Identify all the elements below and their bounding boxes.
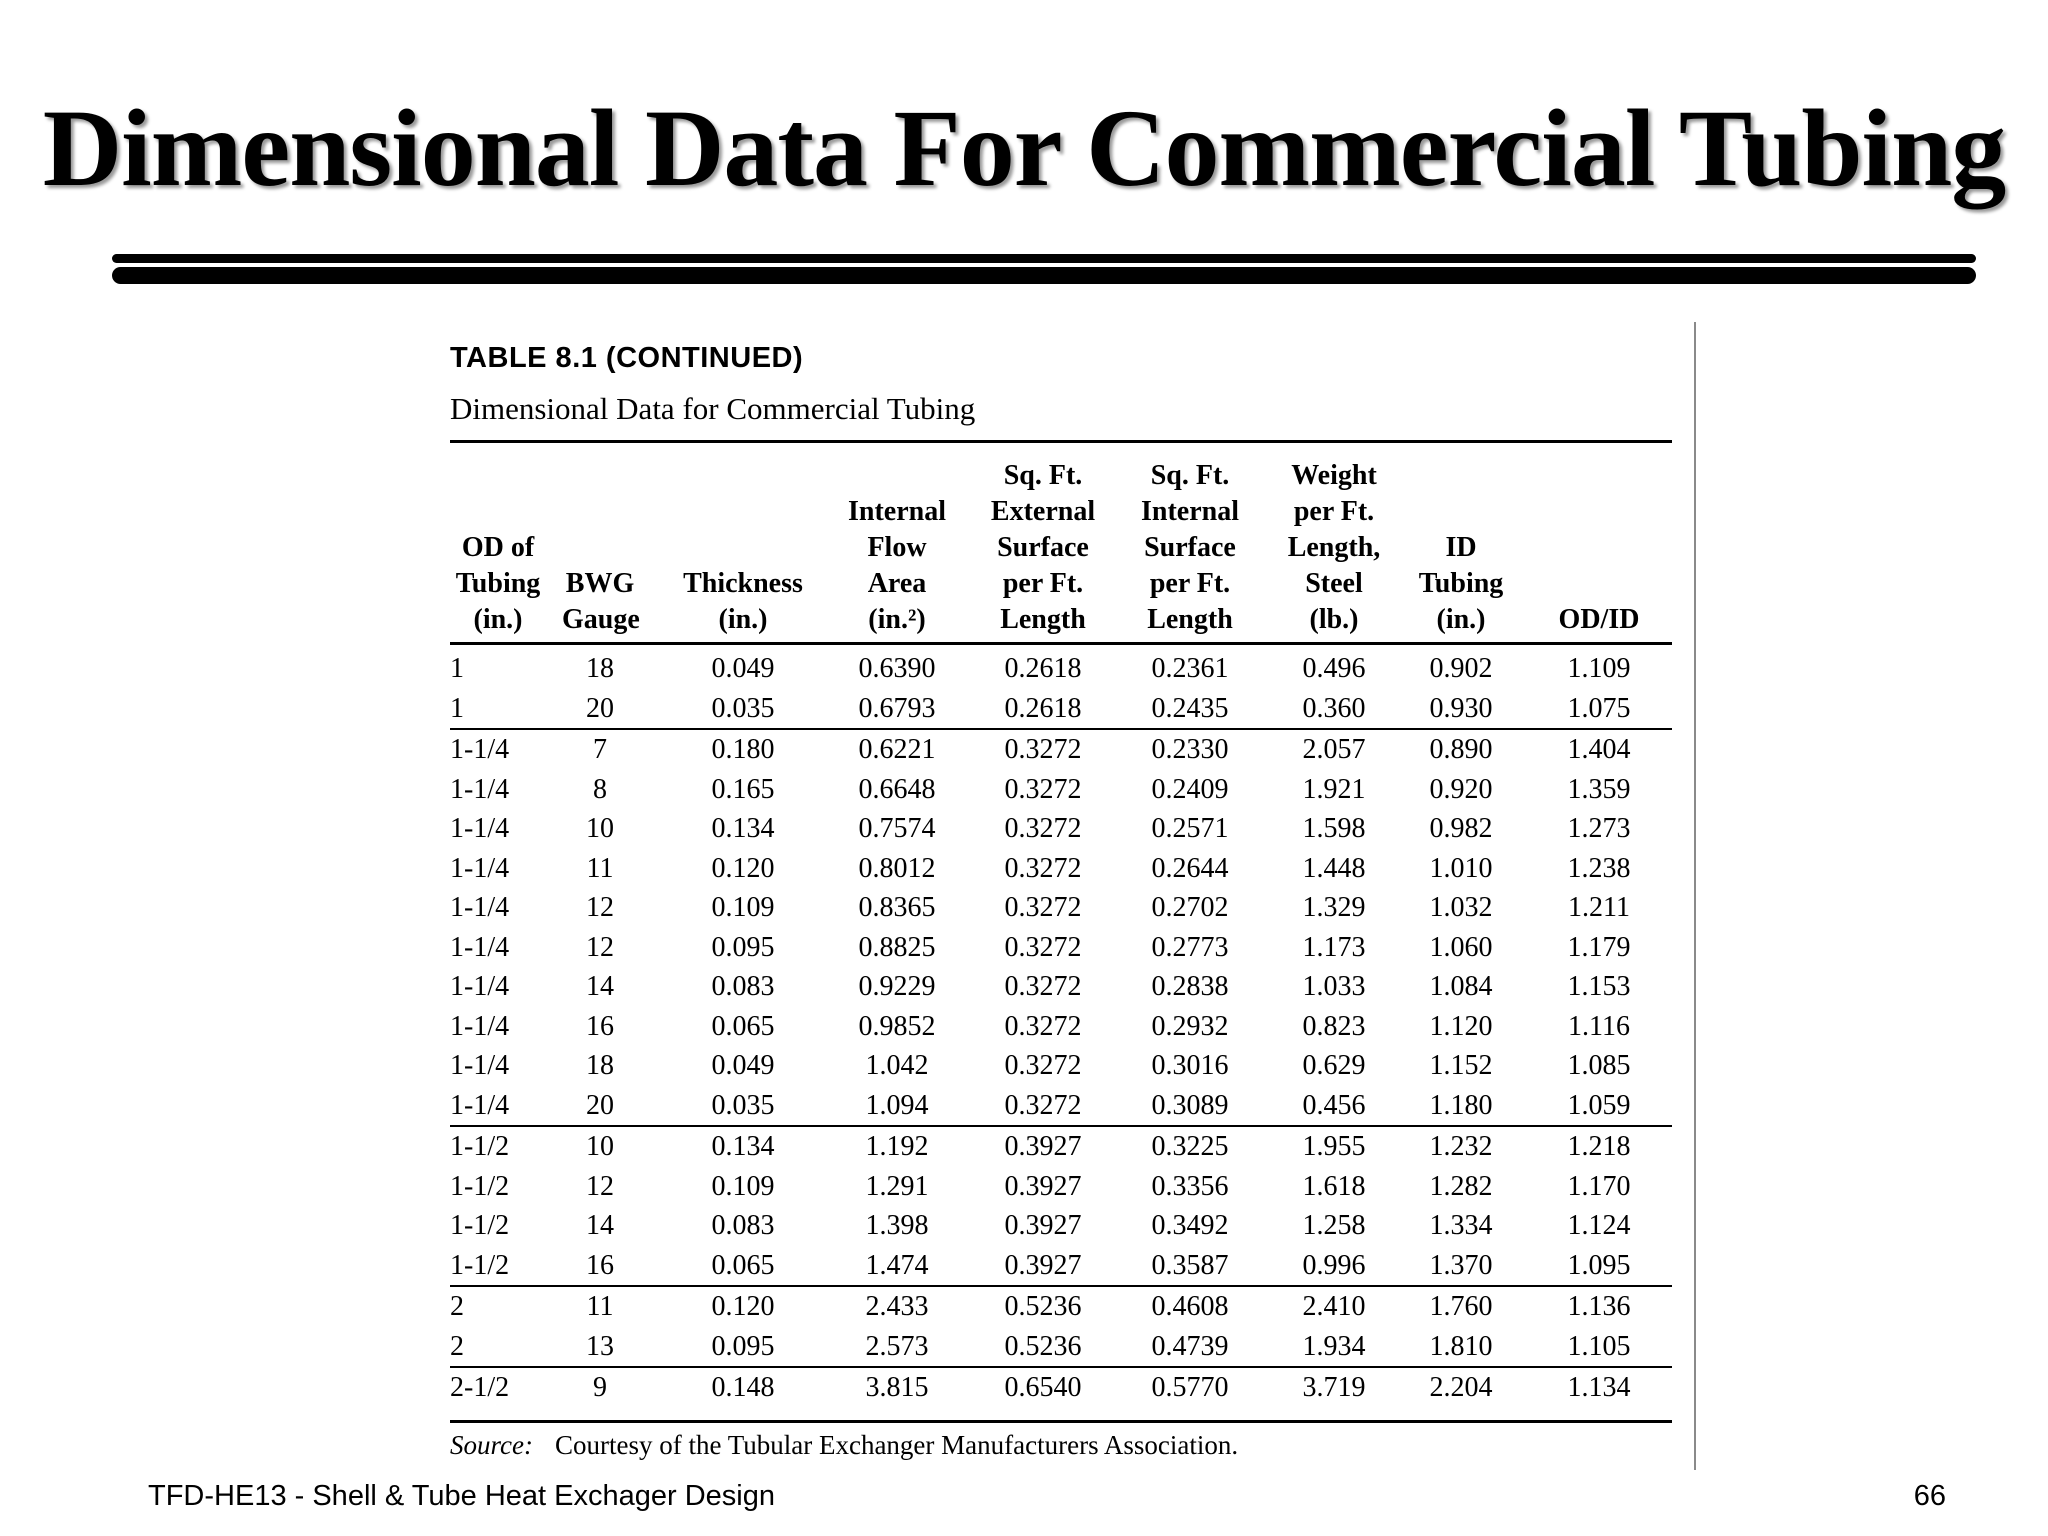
cell-od-id: 1.211 [1568,892,1630,923]
cell-od: 1-1/4 [450,1089,510,1121]
cell-int-surface: 0.3587 [1151,1249,1229,1281]
cell-weight: 1.618 [1302,1170,1366,1202]
table-row [450,1046,1672,1086]
cell-id: 0.890 [1429,734,1493,765]
cell-thickness: 0.065 [711,1010,775,1042]
cell-bwg: 9 [593,1372,607,1403]
table-row [450,728,1672,770]
cell-weight: 1.258 [1302,1210,1366,1241]
cell-thickness: 0.049 [711,653,775,684]
cell-thickness: 0.134 [711,813,775,844]
cell-weight: 1.329 [1302,892,1366,923]
cell-id: 1.060 [1429,931,1493,963]
table-body [450,649,1672,1408]
cell-id: 1.010 [1429,852,1493,884]
cell-bwg: 18 [586,653,614,684]
source-label: Source: [450,1429,533,1460]
cell-id: 1.334 [1429,1210,1493,1241]
cell-od-id: 1.179 [1567,931,1631,963]
table-row [450,1007,1672,1047]
cell-flow-area: 0.6390 [858,653,936,684]
cell-id: 1.810 [1429,1330,1493,1362]
cell-id: 1.232 [1429,1131,1493,1162]
cell-id: 0.930 [1429,692,1493,724]
cell-bwg: 11 [586,1291,614,1322]
cell-bwg: 8 [593,773,607,805]
cell-weight: 1.033 [1302,971,1366,1002]
cell-flow-area: 2.573 [865,1330,929,1362]
cell-thickness: 0.134 [711,1131,775,1162]
cell-int-surface: 0.2773 [1151,931,1229,963]
cell-ext-surface: 0.3927 [1004,1249,1082,1281]
cell-ext-surface: 0.3272 [1004,1089,1082,1121]
cell-od: 1-1/2 [450,1249,510,1281]
cell-thickness: 0.109 [711,892,775,923]
cell-ext-surface: 0.5236 [1004,1291,1082,1322]
cell-od: 1 [450,653,464,684]
cell-od-id: 1.095 [1567,1249,1631,1281]
table-row [450,1086,1672,1126]
cell-od: 1 [450,692,464,724]
cell-thickness: 0.120 [711,1291,775,1322]
cell-weight: 0.360 [1302,692,1366,724]
cell-bwg: 11 [586,852,614,884]
cell-od: 1-1/4 [450,971,510,1002]
cell-ext-surface: 0.3272 [1004,852,1082,884]
cell-ext-surface: 0.3272 [1004,971,1082,1002]
cell-flow-area: 0.8365 [858,892,936,923]
cell-flow-area: 0.6221 [858,734,936,765]
table-bottom-rule [450,1420,1672,1423]
cell-od: 1-1/4 [450,1010,510,1042]
cell-od: 1-1/4 [450,931,510,963]
cell-od: 1-1/2 [450,1210,510,1241]
cell-flow-area: 1.474 [865,1249,929,1281]
cell-weight: 0.456 [1302,1089,1366,1121]
cell-flow-area: 1.094 [865,1089,929,1121]
cell-thickness: 0.120 [711,852,775,884]
table-source [450,1430,1238,1461]
table-row [450,928,1672,968]
cell-od: 2-1/2 [450,1372,510,1403]
cell-weight: 1.173 [1302,931,1366,963]
cell-flow-area: 2.433 [865,1291,929,1322]
cell-od-id: 1.238 [1567,852,1631,884]
cell-thickness: 0.083 [711,971,775,1002]
cell-od-id: 1.075 [1567,692,1631,724]
cell-od-id: 1.136 [1567,1291,1631,1322]
title-divider-thick [112,267,1976,284]
table-row [450,1125,1672,1167]
cell-thickness: 0.035 [711,692,775,724]
table-row [450,1246,1672,1286]
cell-bwg: 16 [586,1010,614,1042]
cell-flow-area: 1.042 [865,1050,929,1081]
cell-od: 1-1/4 [450,1050,510,1081]
cell-ext-surface: 0.3927 [1004,1170,1082,1202]
cell-ext-surface: 0.3272 [1004,813,1082,844]
cell-int-surface: 0.3089 [1151,1089,1229,1121]
footer-course-title: TFD-HE13 - Shell & Tube Heat Exchager Design [148,1480,775,1512]
cell-int-surface: 0.3492 [1151,1210,1229,1241]
cell-thickness: 0.049 [711,1050,775,1081]
cell-weight: 0.496 [1302,653,1366,684]
table-row [450,1366,1672,1408]
table-top-rule [450,440,1672,443]
header-thickness: Thickness (in.) [683,568,803,635]
table-row [450,649,1672,689]
cell-od: 1-1/2 [450,1131,510,1162]
cell-od-id: 1.218 [1567,1131,1631,1162]
cell-int-surface: 0.3356 [1151,1170,1229,1202]
cell-thickness: 0.095 [711,931,775,963]
cell-ext-surface: 0.3272 [1004,892,1082,923]
cell-weight: 1.448 [1302,852,1366,884]
cell-od: 2 [450,1291,464,1322]
cell-flow-area: 0.9852 [858,1010,936,1042]
cell-int-surface: 0.3225 [1151,1131,1229,1162]
cell-id: 0.902 [1429,653,1493,684]
cell-id: 1.180 [1429,1089,1493,1121]
cell-int-surface: 0.2361 [1151,653,1229,684]
cell-bwg: 10 [586,1131,614,1162]
cell-int-surface: 0.2644 [1151,852,1229,884]
cell-ext-surface: 0.2618 [1004,692,1082,724]
cell-flow-area: 1.398 [865,1210,929,1241]
cell-int-surface: 0.2330 [1151,734,1229,765]
table-row [450,1206,1672,1246]
cell-od-id: 1.170 [1567,1170,1631,1202]
cell-bwg: 16 [586,1249,614,1281]
table-row [450,689,1672,729]
cell-od-id: 1.059 [1567,1089,1631,1121]
cell-od-id: 1.124 [1567,1210,1631,1241]
cell-bwg: 7 [593,734,607,765]
table-row [450,1167,1672,1207]
cell-od-id: 1.273 [1567,813,1631,844]
cell-weight: 1.921 [1302,773,1366,805]
cell-weight: 2.057 [1302,734,1366,765]
cell-weight: 2.410 [1302,1291,1366,1322]
header-id-tubing: ID Tubing (in.) [1418,532,1504,635]
table-caption: Dimensional Data for Commercial Tubing [450,391,976,426]
table-row [450,1327,1672,1367]
cell-int-surface: 0.3016 [1151,1050,1229,1081]
header-external-surface: Sq. Ft. External Surface per Ft. Length [990,460,1096,635]
cell-bwg: 20 [586,1089,614,1121]
cell-bwg: 12 [586,892,614,923]
cell-bwg: 14 [586,1210,614,1241]
cell-od: 1-1/4 [450,773,510,805]
cell-ext-surface: 0.5236 [1004,1330,1082,1362]
cell-weight: 0.996 [1302,1249,1366,1281]
cell-od: 1-1/4 [450,892,510,923]
cell-ext-surface: 0.3272 [1004,931,1082,963]
title-divider-thin [112,254,1976,263]
cell-thickness: 0.148 [711,1372,775,1403]
cell-int-surface: 0.2838 [1151,971,1229,1002]
cell-ext-surface: 0.6540 [1004,1372,1082,1403]
table-row [450,849,1672,889]
cell-bwg: 18 [586,1050,614,1081]
table-row [450,770,1672,810]
cell-flow-area: 0.6648 [858,773,936,805]
cell-ext-surface: 0.3272 [1004,734,1082,765]
cell-ext-surface: 0.3272 [1004,1050,1082,1081]
slide-title: Dimensional Data For Commercial Tubing [42,87,2006,209]
cell-thickness: 0.180 [711,734,775,765]
table-scan [410,322,1696,1470]
cell-od-id: 1.153 [1567,971,1631,1002]
cell-od-id: 1.404 [1567,734,1631,765]
table-row [450,1285,1672,1327]
cell-int-surface: 0.2571 [1151,813,1229,844]
table-row [450,888,1672,928]
source-text: Courtesy of the Tubular Exchanger Manufacturers Association. [554,1429,1239,1460]
cell-id: 1.282 [1429,1170,1493,1202]
cell-flow-area: 0.6793 [858,692,936,724]
cell-bwg: 12 [586,931,614,963]
cell-od: 1-1/4 [450,852,510,884]
cell-ext-surface: 0.3272 [1004,1010,1082,1042]
cell-thickness: 0.165 [711,773,775,805]
cell-flow-area: 0.7574 [858,813,936,844]
cell-int-surface: 0.2702 [1151,892,1229,923]
cell-int-surface: 0.2932 [1151,1010,1229,1042]
table-label: TABLE 8.1 (CONTINUED) [450,342,804,374]
cell-weight: 0.629 [1302,1050,1366,1081]
table-row [450,809,1672,849]
cell-od-id: 1.105 [1567,1330,1631,1362]
cell-flow-area: 0.8012 [858,852,936,884]
cell-id: 1.152 [1429,1050,1493,1081]
cell-thickness: 0.095 [711,1330,775,1362]
cell-id: 1.370 [1429,1249,1493,1281]
cell-od-id: 1.109 [1567,653,1631,684]
cell-weight: 1.934 [1302,1330,1366,1362]
cell-id: 1.032 [1429,892,1493,923]
cell-od: 2 [450,1330,464,1362]
cell-od: 1-1/4 [450,813,510,844]
cell-id: 1.120 [1429,1010,1493,1042]
header-od-id: OD/ID [1558,604,1640,635]
cell-flow-area: 0.8825 [858,931,936,963]
cell-bwg: 20 [586,692,614,724]
cell-od: 1-1/4 [450,734,510,765]
header-od-of-tubing: OD of Tubing (in.) [455,532,541,635]
cell-bwg: 13 [586,1330,614,1362]
cell-od-id: 1.134 [1567,1372,1631,1403]
cell-id: 1.760 [1429,1291,1493,1322]
cell-weight: 1.598 [1302,813,1366,844]
header-internal-flow-area: Internal Flow Area (in.²) [848,496,946,635]
cell-bwg: 12 [586,1170,614,1202]
page-number: 66 [1913,1480,1946,1512]
cell-int-surface: 0.4608 [1151,1291,1229,1322]
cell-int-surface: 0.2435 [1151,692,1229,724]
cell-id: 0.982 [1429,813,1493,844]
cell-id: 0.920 [1429,773,1493,805]
cell-id: 2.204 [1429,1372,1493,1403]
cell-int-surface: 0.4739 [1151,1330,1229,1362]
header-bwg-gauge: BWG Gauge [562,568,640,635]
cell-bwg: 14 [586,971,614,1002]
cell-ext-surface: 0.3927 [1004,1210,1082,1241]
table-row [450,967,1672,1007]
cell-int-surface: 0.2409 [1151,773,1229,805]
cell-ext-surface: 0.2618 [1004,653,1082,684]
cell-od-id: 1.085 [1567,1050,1631,1081]
cell-ext-surface: 0.3272 [1004,773,1082,805]
cell-flow-area: 0.9229 [858,971,936,1002]
cell-bwg: 10 [586,813,614,844]
cell-od-id: 1.359 [1567,773,1631,805]
table-header-row [450,452,1672,648]
cell-flow-area: 1.291 [865,1170,929,1202]
cell-flow-area: 3.815 [865,1372,929,1403]
cell-thickness: 0.083 [711,1210,775,1241]
cell-weight: 0.823 [1302,1010,1366,1042]
cell-flow-area: 1.192 [865,1131,929,1162]
table-header-rule [450,642,1672,645]
cell-thickness: 0.035 [711,1089,775,1121]
header-weight: Weight per Ft. Length, Steel (lb.) [1287,460,1381,635]
cell-ext-surface: 0.3927 [1004,1131,1082,1162]
cell-int-surface: 0.5770 [1151,1372,1229,1403]
cell-od: 1-1/2 [450,1170,510,1202]
cell-weight: 3.719 [1302,1372,1366,1403]
cell-id: 1.084 [1429,971,1493,1002]
cell-thickness: 0.109 [711,1170,775,1202]
cell-od-id: 1.116 [1568,1010,1630,1042]
cell-weight: 1.955 [1302,1131,1366,1162]
cell-thickness: 0.065 [711,1249,775,1281]
header-internal-surface: Sq. Ft. Internal Surface per Ft. Length [1141,460,1239,635]
